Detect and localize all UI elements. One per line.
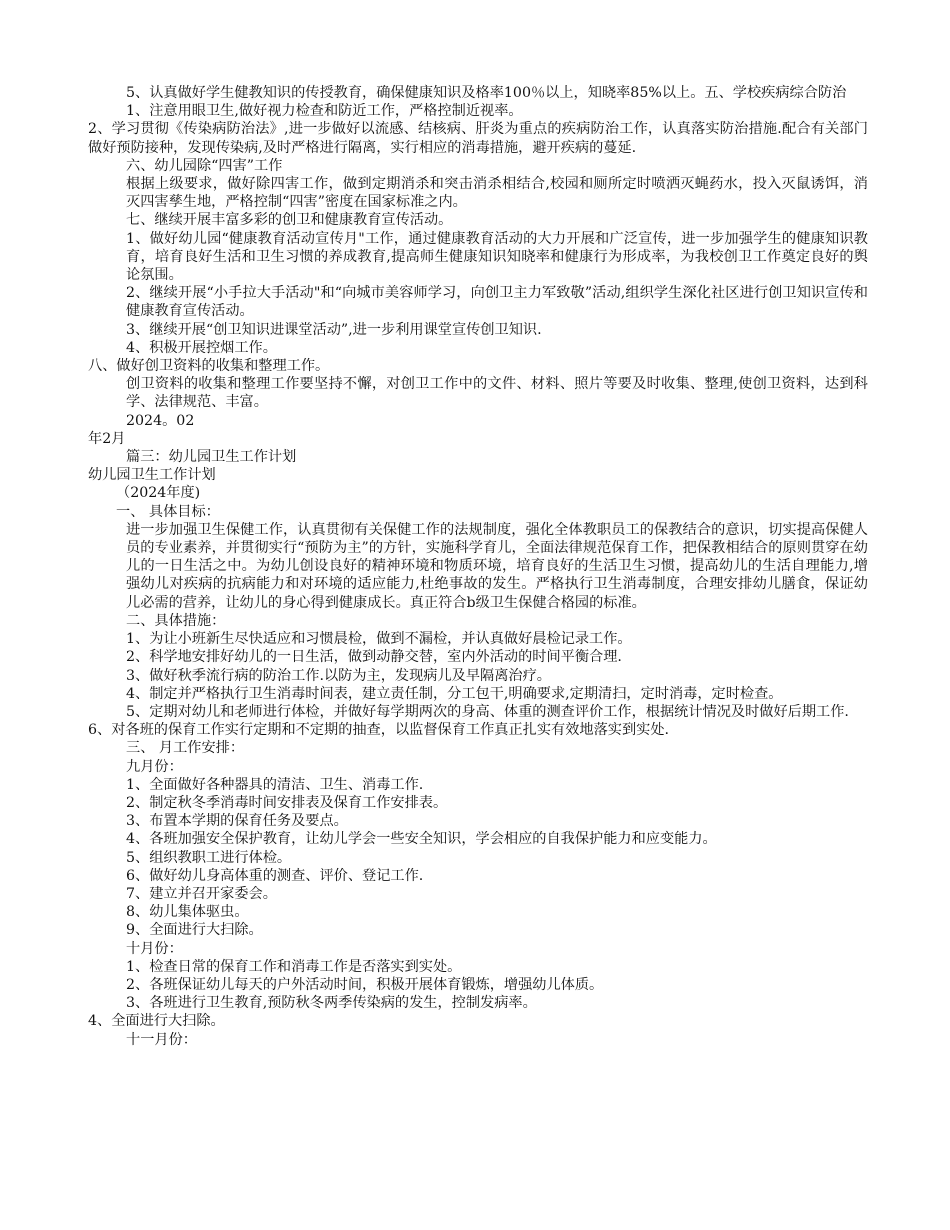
text-line: 1、做好幼儿园“健康教育活动宣传月"工作，通过健康教育活动的大力开展和广泛宣传，进一步加强学生的健康知识教育，培育良好生活和卫生习惯的养成教育,提高师生健康知识知晓率和健康行为形成率，为我校创卫工作奠定良好的舆论氛围。 bbox=[126, 230, 868, 284]
text-line: 4、制定并严格执行卫生消毒时间表，建立责任制，分工包干,明确要求,定期清扫，定时消毒，定时检查。 bbox=[126, 685, 783, 702]
text-line: 年2月 bbox=[88, 430, 126, 447]
text-line: 4、各班加强安全保护教育，让幼儿学会一些安全知识，学会相应的自我保护能力和应变能力。 bbox=[126, 831, 717, 848]
text-line: 2、继续开展“小手拉大手活动"和“向城市美容师学习，向创卫主力军致敬”活动,组织学生深化社区进行创卫知识宣传和健康教育宣传活动。 bbox=[126, 285, 868, 320]
text-line: 根据上级要求，做好除四害工作，做到定期消杀和突击消杀相结合,校园和厕所定时喷洒灭蝇药水，投入灭鼠诱饵，消灭四害孳生地，严格控制“四害”密度在国家标准之内。 bbox=[126, 176, 868, 211]
text-line: 4、全面进行大扫除。 bbox=[88, 1013, 225, 1030]
text-line: 2、学习贯彻《传染病防治法》,进一步做好以流感、结核病、肝炎为重点的疾病防治工作，认真落实防治措施.配合有关部门做好预防接种，发现传染病,及时严格进行隔离，实行相应的消毒措施，避开疾病的蔓延. bbox=[88, 121, 868, 156]
text-line: 8、幼儿集体驱虫。 bbox=[126, 904, 249, 921]
text-line: 创卫资料的收集和整理工作要坚持不懈，对创卫工作中的文件、材料、照片等要及时收集、整理,使创卫资料，达到科学、法律规范、丰富。 bbox=[126, 376, 868, 411]
text-line: 9、全面进行大扫除。 bbox=[126, 922, 263, 939]
document-page bbox=[88, 84, 868, 1049]
text-line: 六、幼儿园除“四害”工作 bbox=[126, 157, 283, 174]
text-line: 2、各班保证幼儿每天的户外活动时间，积极开展体育锻炼，增强幼儿体质。 bbox=[126, 976, 604, 993]
text-line: 一、 具体目标： bbox=[116, 503, 220, 520]
text-line: 九月份： bbox=[126, 758, 183, 775]
text-line: 篇三：幼儿园卫生工作计划 bbox=[126, 449, 297, 466]
text-line: 3、布置本学期的保育任务及要点。 bbox=[126, 813, 348, 830]
text-line: 七、继续开展丰富多彩的创卫和健康教育宣传活动。 bbox=[126, 212, 453, 229]
text-line: 十一月份： bbox=[126, 1031, 197, 1048]
text-line: 2024。02 bbox=[126, 412, 195, 429]
text-line: 三、 月工作安排： bbox=[126, 740, 245, 757]
text-line: 3、各班进行卫生教育,预防秋冬两季传染病的发生，控制发病率。 bbox=[126, 995, 537, 1012]
text-line: 十月份： bbox=[126, 940, 183, 957]
text-line: 6、做好幼儿身高体重的测查、评价、登记工作. bbox=[126, 867, 424, 884]
text-line: 八、做好创卫资料的收集和整理工作。 bbox=[88, 358, 330, 375]
text-line: 5、组织教职工进行体检。 bbox=[126, 849, 292, 866]
text-line: 5、认真做好学生健教知识的传授教育，确保健康知识及格率100％以上，知晓率85%以上。五、学校疾病综合防治 bbox=[126, 85, 847, 101]
text-line: 3、继续开展“创卫知识进课堂活动”,进一步利用课堂宣传创卫知识. bbox=[126, 321, 542, 338]
text-line: 1、全面做好各种器具的清洁、卫生、消毒工作. bbox=[126, 776, 424, 793]
text-line: 进一步加强卫生保健工作，认真贯彻有关保健工作的法规制度，强化全体教职员工的保教结合的意识，切实提高保健人员的专业素养，并贯彻实行“预防为主”的方针，实施科学育儿，全面法律规范保育工作，把保教相结合的原则贯穿在幼儿的一日生活之中。为幼儿创设良好的精神环境和物质环境，培育良好的生活卫生习惯，提高幼儿的生活自理能力,增强幼儿对疾病的抗病能力和对环境的适应能力,杜绝事故的发生。严格执行卫生消毒制度，合理安排幼儿膳食，保证幼儿必需的营养，让幼儿的身心得到健康成长。真正符合b级卫生保健合格园的标准。 bbox=[126, 521, 868, 611]
text-line: 2、科学地安排好幼儿的一日生活，做到动静交替，室内外活动的时间平衡合理. bbox=[126, 649, 622, 666]
text-line: 3、做好秋季流行病的防治工作.以防为主，发现病儿及早隔离治疗。 bbox=[126, 667, 551, 684]
text-line: 7、建立并召开家委会。 bbox=[126, 885, 277, 902]
text-line: 4、积极开展控烟工作。 bbox=[126, 339, 277, 356]
text-line: 1、检查日常的保育工作和消毒工作是否落实到实处。 bbox=[126, 958, 462, 975]
text-line: 二、具体措施： bbox=[126, 612, 226, 629]
text-line: （2024年度) bbox=[116, 485, 201, 502]
text-line: 2、制定秋冬季消毒时间安排表及保育工作安排表。 bbox=[126, 794, 448, 811]
text-line: 1、为让小班新生尽快适应和习惯晨检，做到不漏检，并认真做好晨检记录工作。 bbox=[126, 631, 632, 648]
text-line: 幼儿园卫生工作计划 bbox=[88, 467, 216, 484]
text-line: 6、对各班的保育工作实行定期和不定期的抽查，以监督保育工作真正扎实有效地落实到实处. bbox=[88, 722, 670, 739]
text-line: 1、注意用眼卫生,做好视力检查和防近工作，严格控制近视率。 bbox=[126, 103, 523, 120]
text-line: 5、定期对幼儿和老师进行体检，并做好每学期两次的身高、体重的测查评价工作，根据统计情况及时做好后期工作. bbox=[126, 703, 849, 720]
